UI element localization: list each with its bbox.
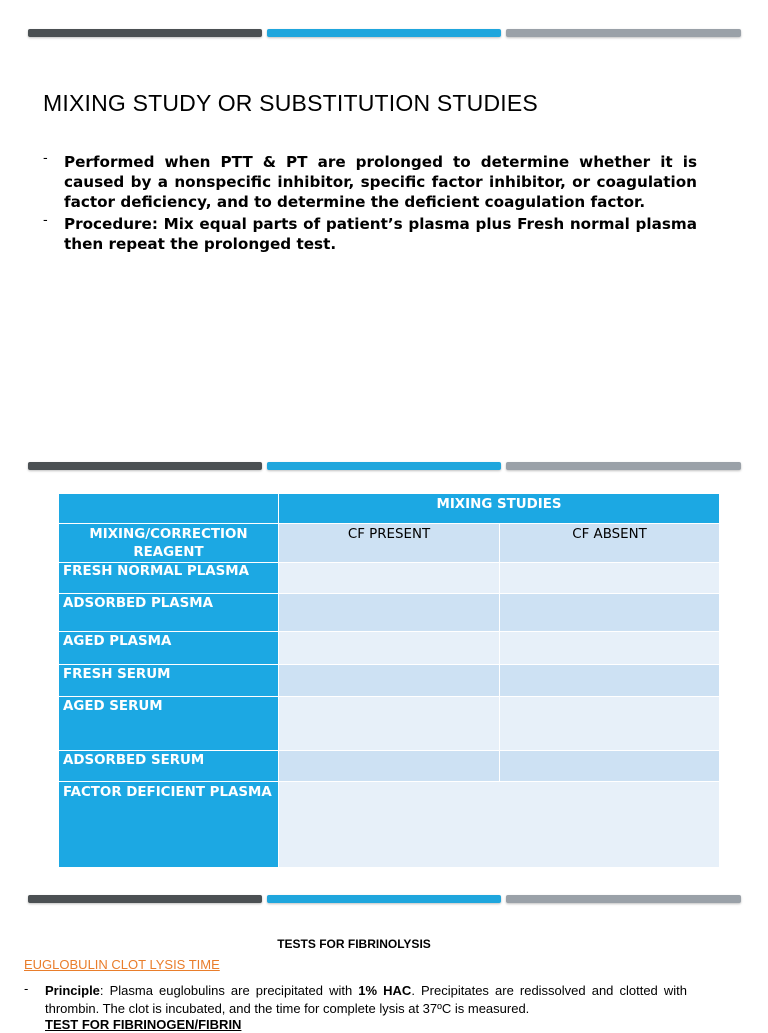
row-label: ADSORBED PLASMA xyxy=(59,594,279,632)
table-cell xyxy=(279,563,500,594)
divider-segment-gray xyxy=(506,462,741,470)
row-label: AGED PLASMA xyxy=(59,632,279,665)
table-row xyxy=(59,632,720,665)
table-cell xyxy=(500,632,720,665)
table-row xyxy=(59,697,720,751)
table-cell xyxy=(500,563,720,594)
column-header-cf-present: CF PRESENT xyxy=(279,524,500,563)
divider-segment-dark xyxy=(28,29,262,37)
table-cell xyxy=(279,751,500,782)
table-cell xyxy=(279,697,500,751)
cut-off-heading-text: TEST FOR FIBRINOGEN/FIBRIN xyxy=(45,1017,242,1032)
divider-segment-blue xyxy=(267,29,501,37)
table-corner-cell xyxy=(59,494,279,524)
slide-divider-bottom xyxy=(28,895,741,903)
table-cell xyxy=(500,697,720,751)
bullet-marker: - xyxy=(43,213,48,228)
bullet-item xyxy=(43,152,697,212)
row-label: ADSORBED SERUM xyxy=(59,751,279,782)
principle-text-part: . Precipitates are redissolved and clotted with thrombin. The clot is incubated, and the time for complete lysis at 37ºC is measured. xyxy=(45,983,687,1016)
divider-segment-blue xyxy=(267,895,501,903)
mixing-studies-table xyxy=(58,493,720,868)
principle-text-part: : Plasma euglobulins are precipitated with xyxy=(99,983,359,998)
divider-segment-blue xyxy=(267,462,501,470)
column-header-cf-absent: CF ABSENT xyxy=(500,524,720,563)
bullet-marker: - xyxy=(24,981,29,996)
principle-paragraph xyxy=(24,982,687,1018)
table-cell xyxy=(500,665,720,697)
table-cell xyxy=(500,751,720,782)
table-subheader-row xyxy=(59,524,720,563)
table-cell-merged xyxy=(279,782,720,868)
divider-segment-gray xyxy=(506,29,741,37)
bullet-marker: - xyxy=(43,151,48,166)
bullet-text: Performed when PTT & PT are prolonged to determine whether it is caused by a nonspecific inhibitor, specific factor inhibitor, or coagulation factor deficiency, and to determine the deficient coagulation factor. xyxy=(64,153,697,211)
slide-divider-top xyxy=(28,29,741,37)
divider-segment-dark xyxy=(28,895,262,903)
subheading-link[interactable]: EUGLOBULIN CLOT LYSIS TIME xyxy=(24,957,220,972)
row-label: FACTOR DEFICIENT PLASMA xyxy=(59,782,279,868)
principle-text xyxy=(24,982,687,1018)
bullet-list xyxy=(43,152,697,256)
table-cell xyxy=(500,594,720,632)
table-header-row xyxy=(59,494,720,524)
table-cell xyxy=(279,665,500,697)
table-row xyxy=(59,665,720,697)
table-row xyxy=(59,594,720,632)
table-cell xyxy=(279,594,500,632)
table-cell xyxy=(279,632,500,665)
principle-label: Principle xyxy=(45,983,100,998)
slide-divider-middle xyxy=(28,462,741,470)
section-title: TESTS FOR FIBRINOLYSIS xyxy=(277,937,431,951)
row-label: FRESH NORMAL PLASMA xyxy=(59,563,279,594)
slide-title: MIXING STUDY OR SUBSTITUTION STUDIES xyxy=(43,90,538,116)
table-title: MIXING STUDIES xyxy=(279,494,720,524)
bullet-item xyxy=(43,214,697,254)
divider-segment-dark xyxy=(28,462,262,470)
divider-segment-gray xyxy=(506,895,741,903)
reagent-column-header: MIXING/CORRECTION REAGENT xyxy=(59,524,279,563)
bullet-text: Procedure: Mix equal parts of patient’s plasma plus Fresh normal plasma then repeat the prolonged test. xyxy=(64,215,697,253)
row-label: FRESH SERUM xyxy=(59,665,279,697)
principle-reagent: 1% HAC xyxy=(358,983,412,998)
table-row xyxy=(59,751,720,782)
table-row xyxy=(59,563,720,594)
cut-off-heading xyxy=(45,1016,245,1032)
row-label: AGED SERUM xyxy=(59,697,279,751)
table-row xyxy=(59,782,720,868)
